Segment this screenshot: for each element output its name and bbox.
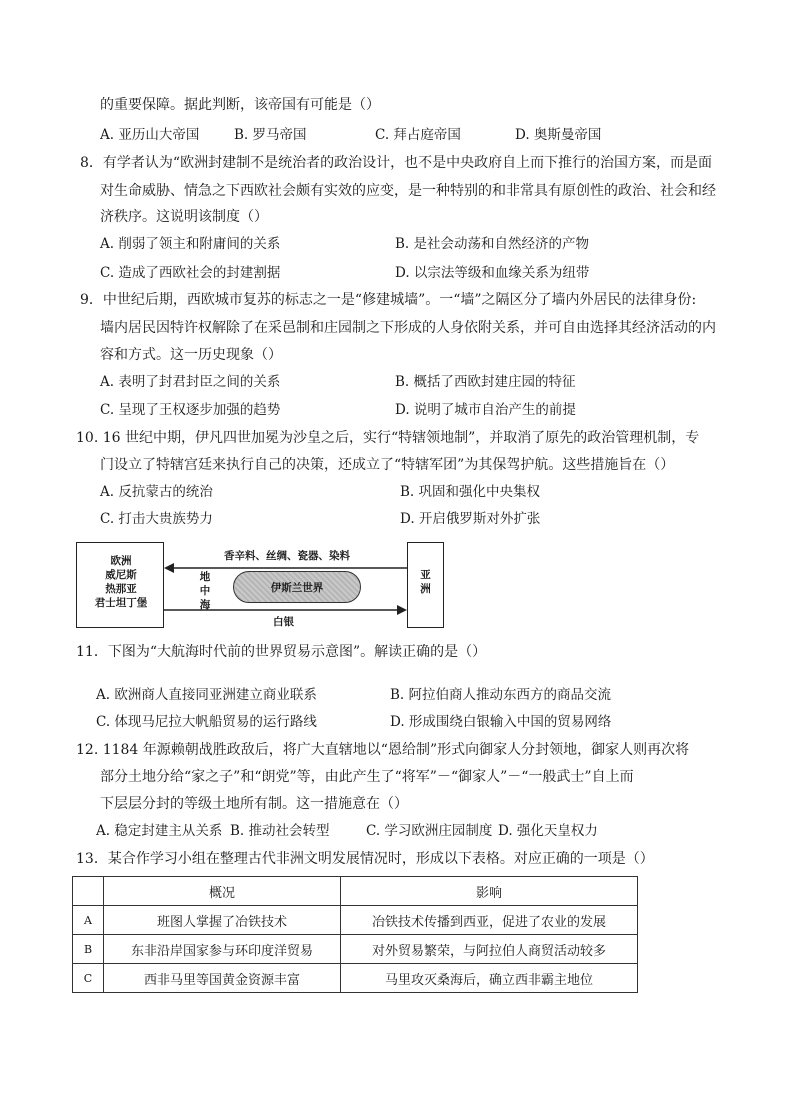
q12-stem-line-1: 12. 1184 年源赖朝战胜政敌后，将广大直辖地以“恩给制”形式向御家人分封领地，御家人则再次将 (76, 742, 690, 758)
q13-stem: 13．某合作学习小组在整理古代非洲文明发展情况时，形成以下表格。对应正确的一项是（） (76, 851, 654, 867)
table-cell: 对外贸易繁荣，与阿拉伯人商贸活动较多 (341, 935, 638, 964)
table-row (73, 935, 638, 964)
q9-stem-line-3: 容和方式。这一历史现象（） (100, 347, 282, 363)
q7-option-d[interactable]: D. 奥斯曼帝国 (515, 127, 602, 143)
q8-option-c[interactable]: C. 造成了西欧社会的封建割据 (100, 265, 281, 281)
q8-stem-line-2: 对生命威胁、情急之下西欧社会颇有实效的应变，是一种特别的和非常具有原创性的政治、社会和经 (100, 183, 716, 199)
q10-option-c[interactable]: C. 打击大贵族势力 (100, 511, 213, 527)
q12-stem-line-2: 部分土地分给“家之子”和“朗党”等，由此产生了“将军”－“御家人”－“一般武士”自上而 (100, 769, 634, 785)
q12-option-d[interactable]: D. 强化天皇权力 (498, 823, 598, 839)
europe-label: 欧洲 (110, 555, 132, 567)
q7-option-c[interactable]: C. 拜占庭帝国 (375, 127, 461, 143)
q12-option-b[interactable]: B. 推动社会转型 (230, 823, 330, 839)
q8-option-a[interactable]: A. 削弱了领主和附庸间的关系 (100, 236, 281, 252)
islamic-world-ellipse (233, 571, 361, 603)
q9-option-c[interactable]: C. 呈现了王权逐步加强的趋势 (100, 402, 281, 418)
q7-option-b[interactable]: B. 罗马帝国 (234, 127, 307, 143)
q9-option-d[interactable]: D. 说明了城市自治产生的前提 (395, 402, 576, 418)
table-cell: 冶铁技术传播到西亚，促进了农业的发展 (341, 906, 638, 935)
table-cell: 马里攻灭桑海后，确立西非霸主地位 (341, 964, 638, 993)
q10-stem-line-1: 10. 16 世纪中期，伊凡四世加冕为沙皇之后，实行“特辖领地制”，并取消了原先的政治管理机制，专 (76, 430, 700, 446)
table-header-blank (73, 877, 104, 906)
q8-option-b[interactable]: B. 是社会动荡和自然经济的产物 (395, 236, 590, 252)
table-cell: 东非沿岸国家参与环印度洋贸易 (104, 935, 341, 964)
table-row-label: A (73, 906, 104, 935)
genoa-label: 热那亚 (105, 583, 137, 595)
constantinople-label: 君士坦丁堡 (94, 597, 148, 609)
q11-stem: 11．下图为“大航海时代前的世界贸易示意图”。解读正确的是（） (76, 644, 487, 660)
q11-option-b[interactable]: B. 阿拉伯商人推动东西方的商品交流 (390, 687, 612, 703)
q7-stem-continuation: 的重要保障。据此判断，该帝国有可能是（） (100, 97, 380, 113)
table-cell: 西非马里等国黄金资源丰富 (104, 964, 341, 993)
q11-option-a[interactable]: A. 欧洲商人直接同亚洲建立商业联系 (96, 687, 317, 703)
table-header-row (73, 877, 638, 906)
q12-stem-line-3: 下层层分封的等级土地所有制。这一措施意在（） (100, 796, 408, 812)
q10-option-d[interactable]: D. 开启俄罗斯对外扩张 (400, 511, 541, 527)
table-header-overview: 概况 (104, 877, 341, 906)
q10-option-a[interactable]: A. 反抗蒙古的统治 (100, 484, 213, 500)
q9-stem-line-2: 墙内居民因特许权解除了在采邑制和庄园制之下形成的人身依附关系，并可自由选择其经济活动的内 (100, 320, 716, 336)
africa-table (72, 876, 638, 993)
goods-label: 香辛料、丝绸、瓷器、染料 (224, 550, 350, 562)
table-row-label: B (73, 935, 104, 964)
asia-label-char-2: 洲 (420, 583, 431, 595)
table-row-label: C (73, 964, 104, 993)
sea-char-2: 中 (199, 585, 211, 597)
q8-stem-line-3: 济秩序。这说明该制度（） (100, 209, 268, 225)
table-cell: 班图人掌握了冶铁技术 (104, 906, 341, 935)
sea-char-1: 地 (199, 571, 211, 583)
q9-option-b[interactable]: B. 概括了西欧封建庄园的特征 (395, 374, 576, 390)
q9-stem-line-1: 9．中世纪后期，西欧城市复苏的标志之一是“修建城墙”。一“墙”之隔区分了墙内外居民的法律身份: (80, 292, 697, 308)
q11-option-d[interactable]: D. 形成围绕白银输入中国的贸易网络 (390, 714, 612, 730)
q10-option-b[interactable]: B. 巩固和强化中央集权 (400, 484, 541, 500)
q7-option-a[interactable]: A. 亚历山大帝国 (100, 127, 200, 143)
q9-option-a[interactable]: A. 表明了封君封臣之间的关系 (100, 374, 281, 390)
sea-char-3: 海 (199, 599, 211, 611)
q11-option-c[interactable]: C. 体现马尼拉大帆船贸易的运行路线 (96, 714, 317, 730)
goods-arrow-head (164, 563, 174, 573)
silver-arrow-head (397, 605, 407, 615)
q12-option-a[interactable]: A. 稳定封建主从关系 (96, 823, 223, 839)
table-row (73, 964, 638, 993)
asia-label-char-1: 亚 (420, 569, 431, 581)
mediterranean-label (198, 570, 212, 612)
silver-label: 白银 (273, 616, 294, 628)
table-row (73, 906, 638, 935)
trade-diagram (76, 538, 446, 630)
table-header-impact: 影响 (341, 877, 638, 906)
islamic-world-label: 伊斯兰世界 (270, 581, 324, 594)
venice-label: 威尼斯 (105, 569, 137, 581)
q8-stem-line-1: 8．有学者认为“欧洲封建制不是统治者的政治设计，也不是中央政府自上而下推行的治国方案，而是面 (80, 155, 713, 171)
q8-option-d[interactable]: D. 以宗法等级和血缘关系为纽带 (395, 265, 590, 281)
q10-stem-line-2: 门设立了特辖宫廷来执行自己的决策，还成立了“特辖军团”为其保驾护航。这些措施旨在（） (100, 457, 675, 473)
q12-option-c[interactable]: C. 学习欧洲庄园制度 (366, 823, 493, 839)
